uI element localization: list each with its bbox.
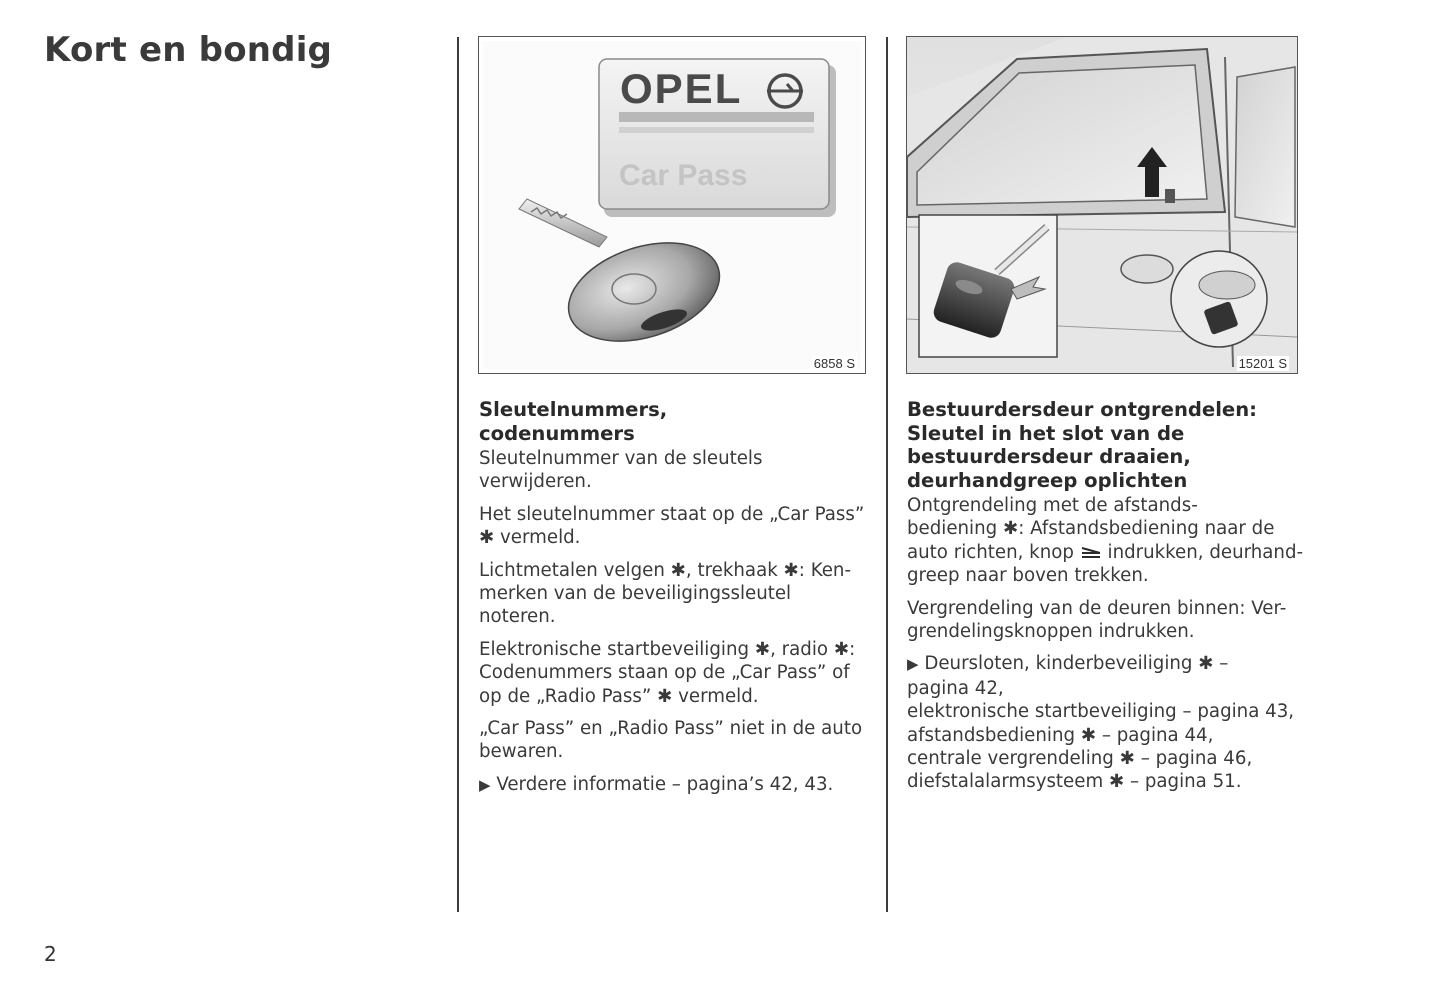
column-divider [457,37,459,912]
figure-code: 6858 S [813,356,855,371]
figure-car-key [478,36,866,374]
arrow-right-icon: ▶ [479,775,491,794]
asterisk-icon: ✱ [833,638,850,660]
asterisk-icon: ✱ [657,685,673,707]
asterisk-icon: ✱ [1198,653,1214,675]
asterisk-icon: ✱ [1108,771,1125,793]
page-title: Kort en bondig [44,30,333,70]
paragraph: Vergrendeling van de deuren binnen: Ver- grendelingsknoppen indrukken. [907,597,1287,643]
right-column [907,398,1307,803]
section-heading: Sleutelnummers, codenummers [479,398,668,445]
asterisk-icon: ✱ [1080,724,1097,746]
paragraph: Lichtmetalen velgen ✱, trekhaak ✱: Ken- merken van de beveiligingssleutel noteren. [479,559,852,628]
arrow-right-icon: ▶ [907,655,919,674]
paragraph: „Car Pass” en „Radio Pass” niet in de auto bewaren. [479,718,863,763]
asterisk-icon: ✱ [754,638,771,660]
opel-logo-icon [765,71,805,111]
asterisk-icon: ✱ [670,559,686,581]
reference-link: ▶ Deursloten, kinderbeveiliging ✱ – pagina 42, elektronische startbeveiliging – pagina 43, afstandsbediening ✱ – pagina 44, centrale vergrendeling ✱ – pagina 46, diefstalalarmsysteem ✱ – pagina 51. [907,653,1295,793]
left-column [479,398,871,806]
figure-driver-door [906,36,1298,374]
figure-code: 15201 S [1238,356,1287,371]
page-number: 2 [44,942,57,966]
paragraph: Het sleutelnummer staat op de „Car Pass” ✱ vermeld. [479,503,865,549]
asterisk-icon: ✱ [479,527,495,549]
driver-door-illustration [907,37,1297,373]
card-brand: OPEL [620,65,743,112]
asterisk-icon: ✱ [1002,518,1019,540]
paragraph: Sleutelnummer van de sleutels verwijderen. [479,448,763,493]
reference-link: ▶ Verdere informatie – pagina’s 42, 43. [479,773,834,795]
paragraph: Elektronische startbeveiliging ✱, radio ✱: Codenummers staan op de „Car Pass” of op de „Radio Pass” ✱ vermeld. [479,638,856,707]
asterisk-icon: ✱ [783,559,799,581]
section-heading: Bestuurdersdeur ontgrendelen: Sleutel in het slot van de bestuurdersdeur draaien, deurhandgreep oplichten [907,398,1258,492]
lock-button-icon [1080,545,1102,559]
column-divider [886,37,888,912]
asterisk-icon: ✱ [1119,748,1135,770]
card-label: Car Pass [619,159,748,192]
paragraph: Ontgrendeling met de afstands- bediening ✱: Afstandsbediening naar de auto richten, knop indrukken, deurhand- greep naar boven trekken. [907,495,1304,587]
